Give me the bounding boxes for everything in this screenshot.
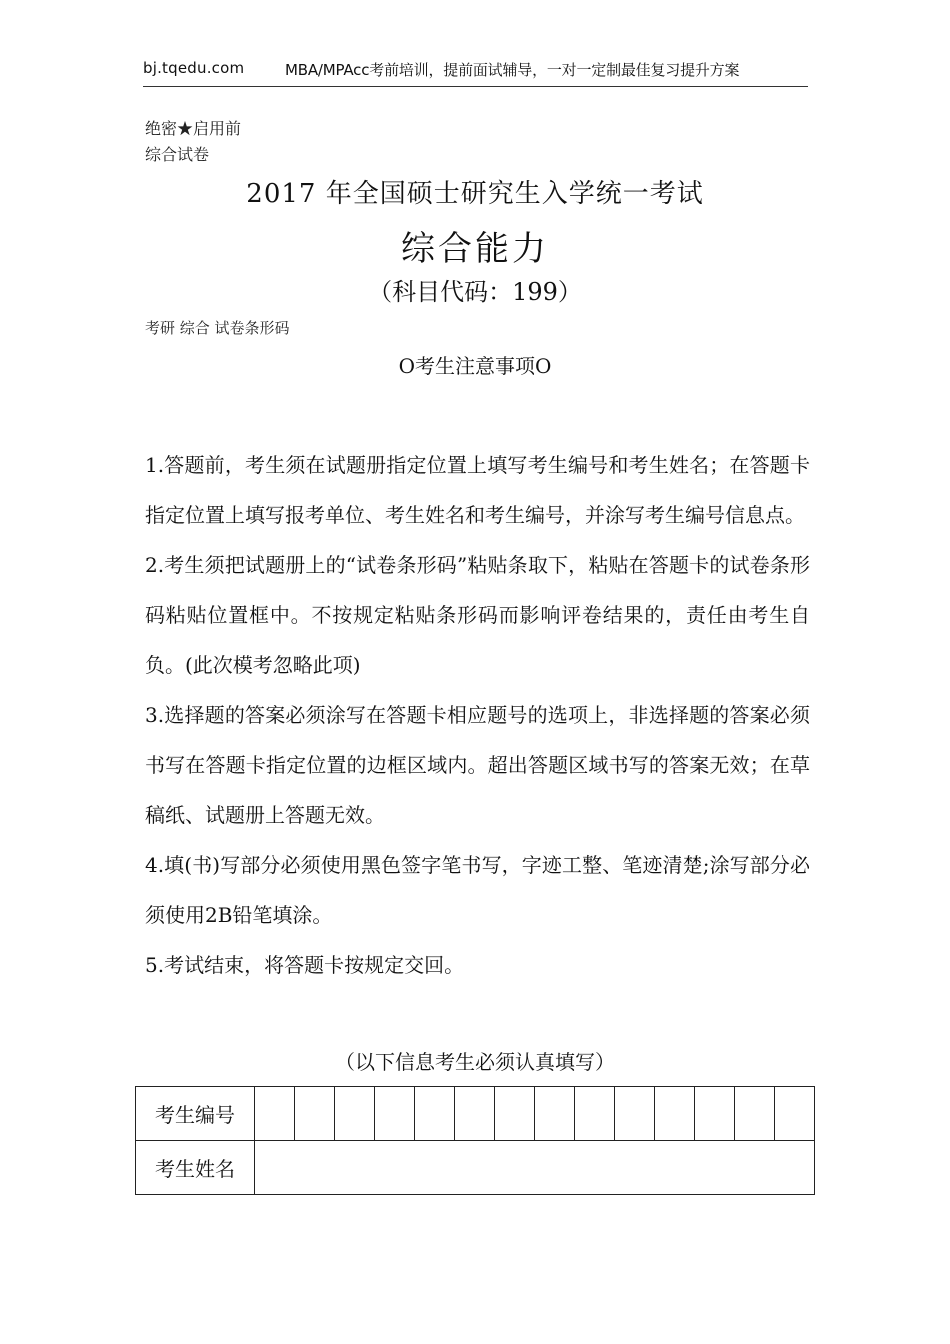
header-slogan: MBA/MPAcc考前培训，提前面试辅导，一对一定制最佳复习提升方案 xyxy=(285,61,740,79)
candidate-id-box[interactable] xyxy=(415,1087,455,1141)
exam-title: 2017 年全国硕士研究生入学统一考试 xyxy=(246,179,704,209)
rule-item: 2.考生须把试题册上的“试卷条形码”粘贴条取下，粘贴在答题卡的试卷条形码粘贴位置框中。不按规定粘贴条形码而影响评卷结果的，责任由考生自负。(此次模考忽略此项) xyxy=(145,553,810,677)
exam-code: （科目代码：199） xyxy=(368,278,582,306)
candidate-name-row xyxy=(136,1141,815,1195)
header-site: bj.tqedu.com xyxy=(143,59,245,77)
candidate-name-field[interactable] xyxy=(255,1141,815,1195)
exam-subject: 综合能力 xyxy=(401,229,549,269)
candidate-id-box[interactable] xyxy=(655,1087,695,1141)
candidate-id-label: 考生编号 xyxy=(136,1087,255,1141)
rule-item: 4.填(书)写部分必须使用黑色签字笔书写，字迹工整、笔迹清楚;涂写部分必须使用2B铅笔填涂。 xyxy=(145,853,810,927)
candidate-id-box[interactable] xyxy=(335,1087,375,1141)
rules-list xyxy=(145,440,810,990)
candidate-id-box[interactable] xyxy=(495,1087,535,1141)
page-header xyxy=(143,56,808,87)
candidate-id-box[interactable] xyxy=(775,1087,815,1141)
barcode-label: 考研 综合 试卷条形码 xyxy=(145,319,290,337)
rule-item: 3.选择题的答案必须涂写在答题卡相应题号的选项上，非选择题的答案必须书写在答题卡指定位置的边框区域内。超出答题区域书写的答案无效；在草稿纸、试题册上答题无效。 xyxy=(145,703,810,827)
confidential-note: 绝密★启用前 xyxy=(145,119,242,138)
candidate-id-box[interactable] xyxy=(575,1087,615,1141)
candidate-info-table xyxy=(135,1086,815,1195)
candidate-id-box[interactable] xyxy=(735,1087,775,1141)
candidate-id-box[interactable] xyxy=(615,1087,655,1141)
rule-item: 5.考试结束，将答题卡按规定交回。 xyxy=(145,953,465,977)
candidate-id-box[interactable] xyxy=(455,1087,495,1141)
candidate-id-box[interactable] xyxy=(255,1087,295,1141)
candidate-name-label: 考生姓名 xyxy=(136,1141,255,1195)
fill-hint: （以下信息考生必须认真填写） xyxy=(335,1050,615,1074)
candidate-id-box[interactable] xyxy=(535,1087,575,1141)
candidate-id-box[interactable] xyxy=(295,1087,335,1141)
candidate-id-box[interactable] xyxy=(695,1087,735,1141)
candidate-id-row xyxy=(136,1087,815,1141)
notice-heading: O考生注意事项O xyxy=(398,354,552,378)
candidate-id-box[interactable] xyxy=(375,1087,415,1141)
paper-type-note: 综合试卷 xyxy=(145,145,210,164)
rule-item: 1.答题前，考生须在试题册指定位置上填写考生编号和考生姓名；在答题卡指定位置上填写报考单位、考生姓名和考生编号，并涂写考生编号信息点。 xyxy=(145,453,810,527)
